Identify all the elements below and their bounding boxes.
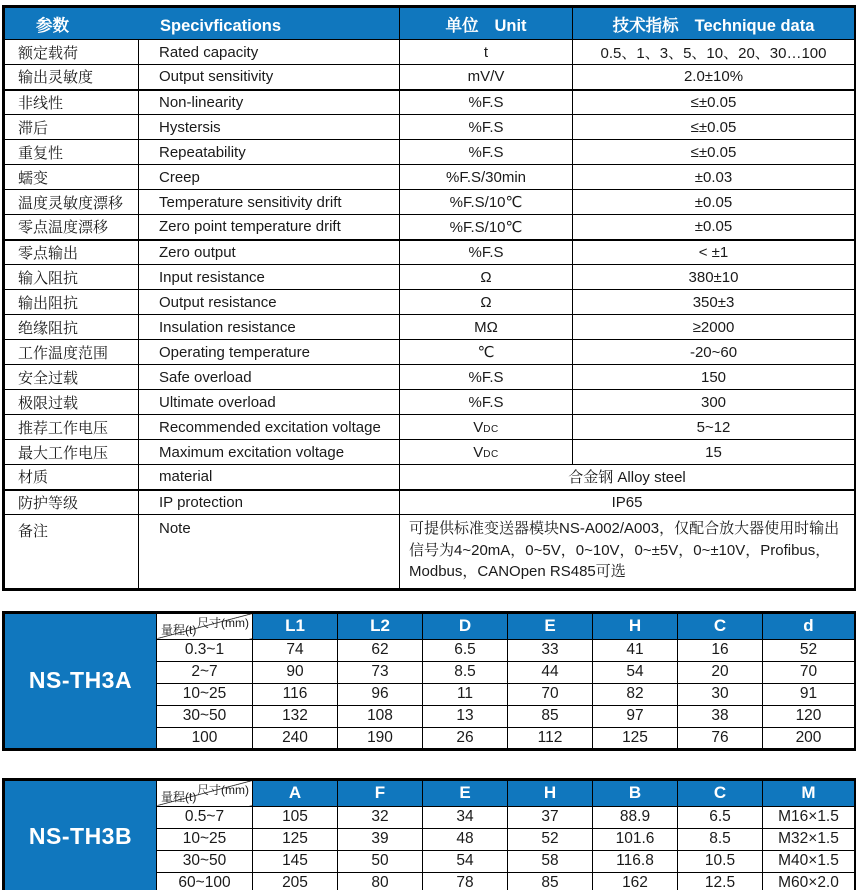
- dim-value: 200: [763, 727, 856, 749]
- range-value: 30~50: [157, 705, 253, 727]
- spec-param-zh: 零点温度漂移: [4, 215, 139, 240]
- spec-row: [4, 515, 856, 590]
- spec-row: [4, 65, 856, 90]
- dim-value: 52: [763, 639, 856, 661]
- dim-column-header: D: [423, 612, 508, 639]
- spec-unit-value: VDC: [400, 415, 573, 440]
- corner-dimension-label: 尺寸(mm): [197, 615, 249, 630]
- range-value: 10~25: [157, 683, 253, 705]
- dim-value: 78: [423, 872, 508, 890]
- dim-column-header: E: [508, 612, 593, 639]
- dim-column-header: F: [338, 779, 423, 806]
- spec-param-zh: 备注: [4, 515, 139, 590]
- spec-param-zh: 蠕变: [4, 165, 139, 190]
- spec-row: [4, 165, 856, 190]
- spec-param-en: IP protection: [139, 490, 400, 515]
- spec-unit-value: %F.S: [400, 90, 573, 115]
- spec-header-param-zh: 参数: [36, 16, 69, 35]
- dim-column-header: L2: [338, 612, 423, 639]
- range-value: 30~50: [157, 850, 253, 872]
- dim-value: 33: [508, 639, 593, 661]
- dim-value: 85: [508, 872, 593, 890]
- dim-value: 76: [678, 727, 763, 749]
- spec-unit-value: ℃: [400, 340, 573, 365]
- dim-value: 41: [593, 639, 678, 661]
- dim-value: 73: [338, 661, 423, 683]
- spec-param-zh: 最大工作电压: [4, 440, 139, 465]
- spec-param-zh: 输出阻抗: [4, 290, 139, 315]
- spec-unit-value: %F.S: [400, 240, 573, 265]
- dim-column-header: H: [508, 779, 593, 806]
- spec-header-data-cell: [573, 7, 856, 40]
- dim-value: 105: [253, 806, 338, 828]
- spec-unit-value: %F.S/10℃: [400, 215, 573, 240]
- dim-value: 205: [253, 872, 338, 890]
- spec-merged-value: 可提供标准变送器模块NS-A002/A003，仅配合放大器使用时输出信号为4~20mA，0~5V，0~10V，0~±5V，0~±10V，Profibus，Modbus，CANOpen RS485可选: [400, 515, 856, 590]
- dim-column-header: d: [763, 612, 856, 639]
- corner-range-label: 量程(t): [161, 622, 197, 637]
- spec-tech-value: ≥2000: [573, 315, 856, 340]
- dim-value: M60×2.0: [763, 872, 856, 890]
- spec-unit-value: mV/V: [400, 65, 573, 90]
- dim-value: 26: [423, 727, 508, 749]
- dim-value: 34: [423, 806, 508, 828]
- model-label: NS-TH3A: [4, 612, 157, 749]
- spec-param-en: Operating temperature: [139, 340, 400, 365]
- spec-tech-value: 2.0±10%: [573, 65, 856, 90]
- dim-value: 120: [763, 705, 856, 727]
- spec-param-zh: 零点输出: [4, 240, 139, 265]
- range-value: 60~100: [157, 872, 253, 890]
- spec-param-en: Input resistance: [139, 265, 400, 290]
- spec-param-en: Zero point temperature drift: [139, 215, 400, 240]
- spec-tech-value: < ±1: [573, 240, 856, 265]
- spec-param-en: Output resistance: [139, 290, 400, 315]
- dim-value: 88.9: [593, 806, 678, 828]
- spec-tech-value: ≤±0.05: [573, 140, 856, 165]
- dim-value: 101.6: [593, 828, 678, 850]
- spec-param-zh: 额定载荷: [4, 40, 139, 65]
- spec-param-en: Zero output: [139, 240, 400, 265]
- spec-unit-value: t: [400, 40, 573, 65]
- corner-cell: [157, 612, 253, 639]
- spec-unit-value: Ω: [400, 265, 573, 290]
- dim-value: 30: [678, 683, 763, 705]
- spec-row: [4, 115, 856, 140]
- spec-row: [4, 90, 856, 115]
- dim-value: 54: [593, 661, 678, 683]
- spec-header-parameters-cell: [4, 7, 400, 40]
- spec-header-unit-cell: [400, 7, 573, 40]
- spec-unit-value: MΩ: [400, 315, 573, 340]
- range-value: 100: [157, 727, 253, 749]
- spec-unit-value: %F.S: [400, 390, 573, 415]
- dim-value: 20: [678, 661, 763, 683]
- spec-row: [4, 340, 856, 365]
- spec-unit-value: %F.S: [400, 115, 573, 140]
- spec-tech-value: 0.5、1、3、5、10、20、30…100: [573, 40, 856, 65]
- spec-param-zh: 推荐工作电压: [4, 415, 139, 440]
- dim-value: 80: [338, 872, 423, 890]
- spec-table: [2, 5, 856, 591]
- unit-subscript: DC: [483, 448, 499, 460]
- spec-row: [4, 265, 856, 290]
- spec-param-en: Repeatability: [139, 140, 400, 165]
- spec-param-zh: 材质: [4, 465, 139, 490]
- corner-cell: [157, 779, 253, 806]
- dim-value: 97: [593, 705, 678, 727]
- spec-row: [4, 290, 856, 315]
- spec-row: [4, 490, 856, 515]
- dim-value: 70: [763, 661, 856, 683]
- spec-tech-value: ≤±0.05: [573, 115, 856, 140]
- spec-tech-value: 380±10: [573, 265, 856, 290]
- dim-value: M40×1.5: [763, 850, 856, 872]
- dim-value: 162: [593, 872, 678, 890]
- dim-value: 6.5: [423, 639, 508, 661]
- dim-value: 16: [678, 639, 763, 661]
- spec-unit-value: %F.S: [400, 140, 573, 165]
- spec-unit-value: %F.S: [400, 365, 573, 390]
- spec-row: [4, 365, 856, 390]
- dim-value: 8.5: [678, 828, 763, 850]
- dim-value: 132: [253, 705, 338, 727]
- spec-param-en: Temperature sensitivity drift: [139, 190, 400, 215]
- dim-column-header: C: [678, 779, 763, 806]
- dim-column-header: H: [593, 612, 678, 639]
- dim-value: M16×1.5: [763, 806, 856, 828]
- spec-header-specifications: Specivfications: [160, 16, 282, 35]
- dimension-table-ns-th3a: [2, 611, 856, 751]
- dim-value: 240: [253, 727, 338, 749]
- dim-column-header: B: [593, 779, 678, 806]
- spec-row: [4, 390, 856, 415]
- dim-value: 50: [338, 850, 423, 872]
- spec-param-zh: 输出灵敏度: [4, 65, 139, 90]
- dim-value: 62: [338, 639, 423, 661]
- spec-param-zh: 安全过载: [4, 365, 139, 390]
- dim-value: 6.5: [678, 806, 763, 828]
- dim-header-row: [4, 612, 856, 639]
- spec-header-unit-en: Unit: [494, 16, 527, 35]
- dim-header-row: [4, 779, 856, 806]
- spec-header-data-en: Technique data: [694, 16, 815, 35]
- range-value: 0.3~1: [157, 639, 253, 661]
- dim-column-header: C: [678, 612, 763, 639]
- spec-param-en: Output sensitivity: [139, 65, 400, 90]
- spec-header-data-zh: 技术指标: [612, 16, 679, 35]
- spec-row: [4, 465, 856, 490]
- spec-param-zh: 防护等级: [4, 490, 139, 515]
- dim-value: 85: [508, 705, 593, 727]
- spec-param-zh: 温度灵敏度漂移: [4, 190, 139, 215]
- spec-param-en: Insulation resistance: [139, 315, 400, 340]
- dim-value: 82: [593, 683, 678, 705]
- spec-row: [4, 140, 856, 165]
- dim-value: 96: [338, 683, 423, 705]
- spec-param-zh: 重复性: [4, 140, 139, 165]
- dim-value: 112: [508, 727, 593, 749]
- range-value: 2~7: [157, 661, 253, 683]
- spec-param-zh: 工作温度范围: [4, 340, 139, 365]
- dim-value: M32×1.5: [763, 828, 856, 850]
- spec-unit-value: %F.S/30min: [400, 165, 573, 190]
- spec-row: [4, 190, 856, 215]
- dim-value: 11: [423, 683, 508, 705]
- spec-table-body: [4, 40, 856, 590]
- spec-tech-value: ±0.03: [573, 165, 856, 190]
- spec-param-en: Recommended excitation voltage: [139, 415, 400, 440]
- dim-value: 125: [593, 727, 678, 749]
- dimension-table-ns-th3b: [2, 778, 856, 890]
- spec-tech-value: 300: [573, 390, 856, 415]
- dim-value: 32: [338, 806, 423, 828]
- dim-column-header: A: [253, 779, 338, 806]
- spec-param-en: Rated capacity: [139, 40, 400, 65]
- dim-value: 91: [763, 683, 856, 705]
- range-value: 10~25: [157, 828, 253, 850]
- dim-value: 54: [423, 850, 508, 872]
- corner-dimension-label: 尺寸(mm): [197, 782, 249, 797]
- spec-row: [4, 215, 856, 240]
- spec-tech-value: -20~60: [573, 340, 856, 365]
- spec-param-en: Note: [139, 515, 400, 590]
- dim-column-header: M: [763, 779, 856, 806]
- spec-merged-value: IP65: [400, 490, 856, 515]
- spec-param-zh: 绝缘阻抗: [4, 315, 139, 340]
- dim-value: 52: [508, 828, 593, 850]
- corner-range-label: 量程(t): [161, 789, 197, 804]
- spec-tech-value: 150: [573, 365, 856, 390]
- spec-param-zh: 极限过载: [4, 390, 139, 415]
- spec-unit-value: VDC: [400, 440, 573, 465]
- spec-row: [4, 415, 856, 440]
- spec-tech-value: 5~12: [573, 415, 856, 440]
- dim-value: 116: [253, 683, 338, 705]
- dim-column-header: L1: [253, 612, 338, 639]
- unit-subscript: DC: [483, 423, 499, 435]
- spec-row: [4, 40, 856, 65]
- spec-tech-value: 350±3: [573, 290, 856, 315]
- spec-unit-value: %F.S/10℃: [400, 190, 573, 215]
- dim-value: 10.5: [678, 850, 763, 872]
- dim-value: 37: [508, 806, 593, 828]
- dim-column-header: E: [423, 779, 508, 806]
- spec-tech-value: ±0.05: [573, 215, 856, 240]
- spec-param-en: Non-linearity: [139, 90, 400, 115]
- spec-param-en: material: [139, 465, 400, 490]
- spec-param-en: Ultimate overload: [139, 390, 400, 415]
- spec-param-zh: 输入阻抗: [4, 265, 139, 290]
- spec-header-unit-zh: 单位: [445, 16, 479, 35]
- dim-value: 108: [338, 705, 423, 727]
- spec-param-zh: 滞后: [4, 115, 139, 140]
- dimension-tables: [0, 611, 856, 890]
- dim-value: 74: [253, 639, 338, 661]
- dim-value: 12.5: [678, 872, 763, 890]
- dim-value: 44: [508, 661, 593, 683]
- spec-row: [4, 440, 856, 465]
- spec-row: [4, 240, 856, 265]
- range-value: 0.5~7: [157, 806, 253, 828]
- dim-value: 38: [678, 705, 763, 727]
- spec-tech-value: ≤±0.05: [573, 90, 856, 115]
- spec-param-zh: 非线性: [4, 90, 139, 115]
- dim-value: 90: [253, 661, 338, 683]
- dim-value: 48: [423, 828, 508, 850]
- spec-param-en: Creep: [139, 165, 400, 190]
- spec-tech-value: ±0.05: [573, 190, 856, 215]
- dim-value: 190: [338, 727, 423, 749]
- dim-value: 13: [423, 705, 508, 727]
- spec-merged-value: 合金钢 Alloy steel: [400, 465, 856, 490]
- spec-unit-value: Ω: [400, 290, 573, 315]
- spec-param-en: Hystersis: [139, 115, 400, 140]
- spec-param-en: Maximum excitation voltage: [139, 440, 400, 465]
- dim-value: 125: [253, 828, 338, 850]
- dim-value: 58: [508, 850, 593, 872]
- spec-tech-value: 15: [573, 440, 856, 465]
- model-label: NS-TH3B: [4, 779, 157, 890]
- dim-value: 116.8: [593, 850, 678, 872]
- spec-param-en: Safe overload: [139, 365, 400, 390]
- spec-header-row: [4, 7, 856, 40]
- spec-row: [4, 315, 856, 340]
- dim-value: 39: [338, 828, 423, 850]
- dim-value: 70: [508, 683, 593, 705]
- dim-value: 145: [253, 850, 338, 872]
- dim-value: 8.5: [423, 661, 508, 683]
